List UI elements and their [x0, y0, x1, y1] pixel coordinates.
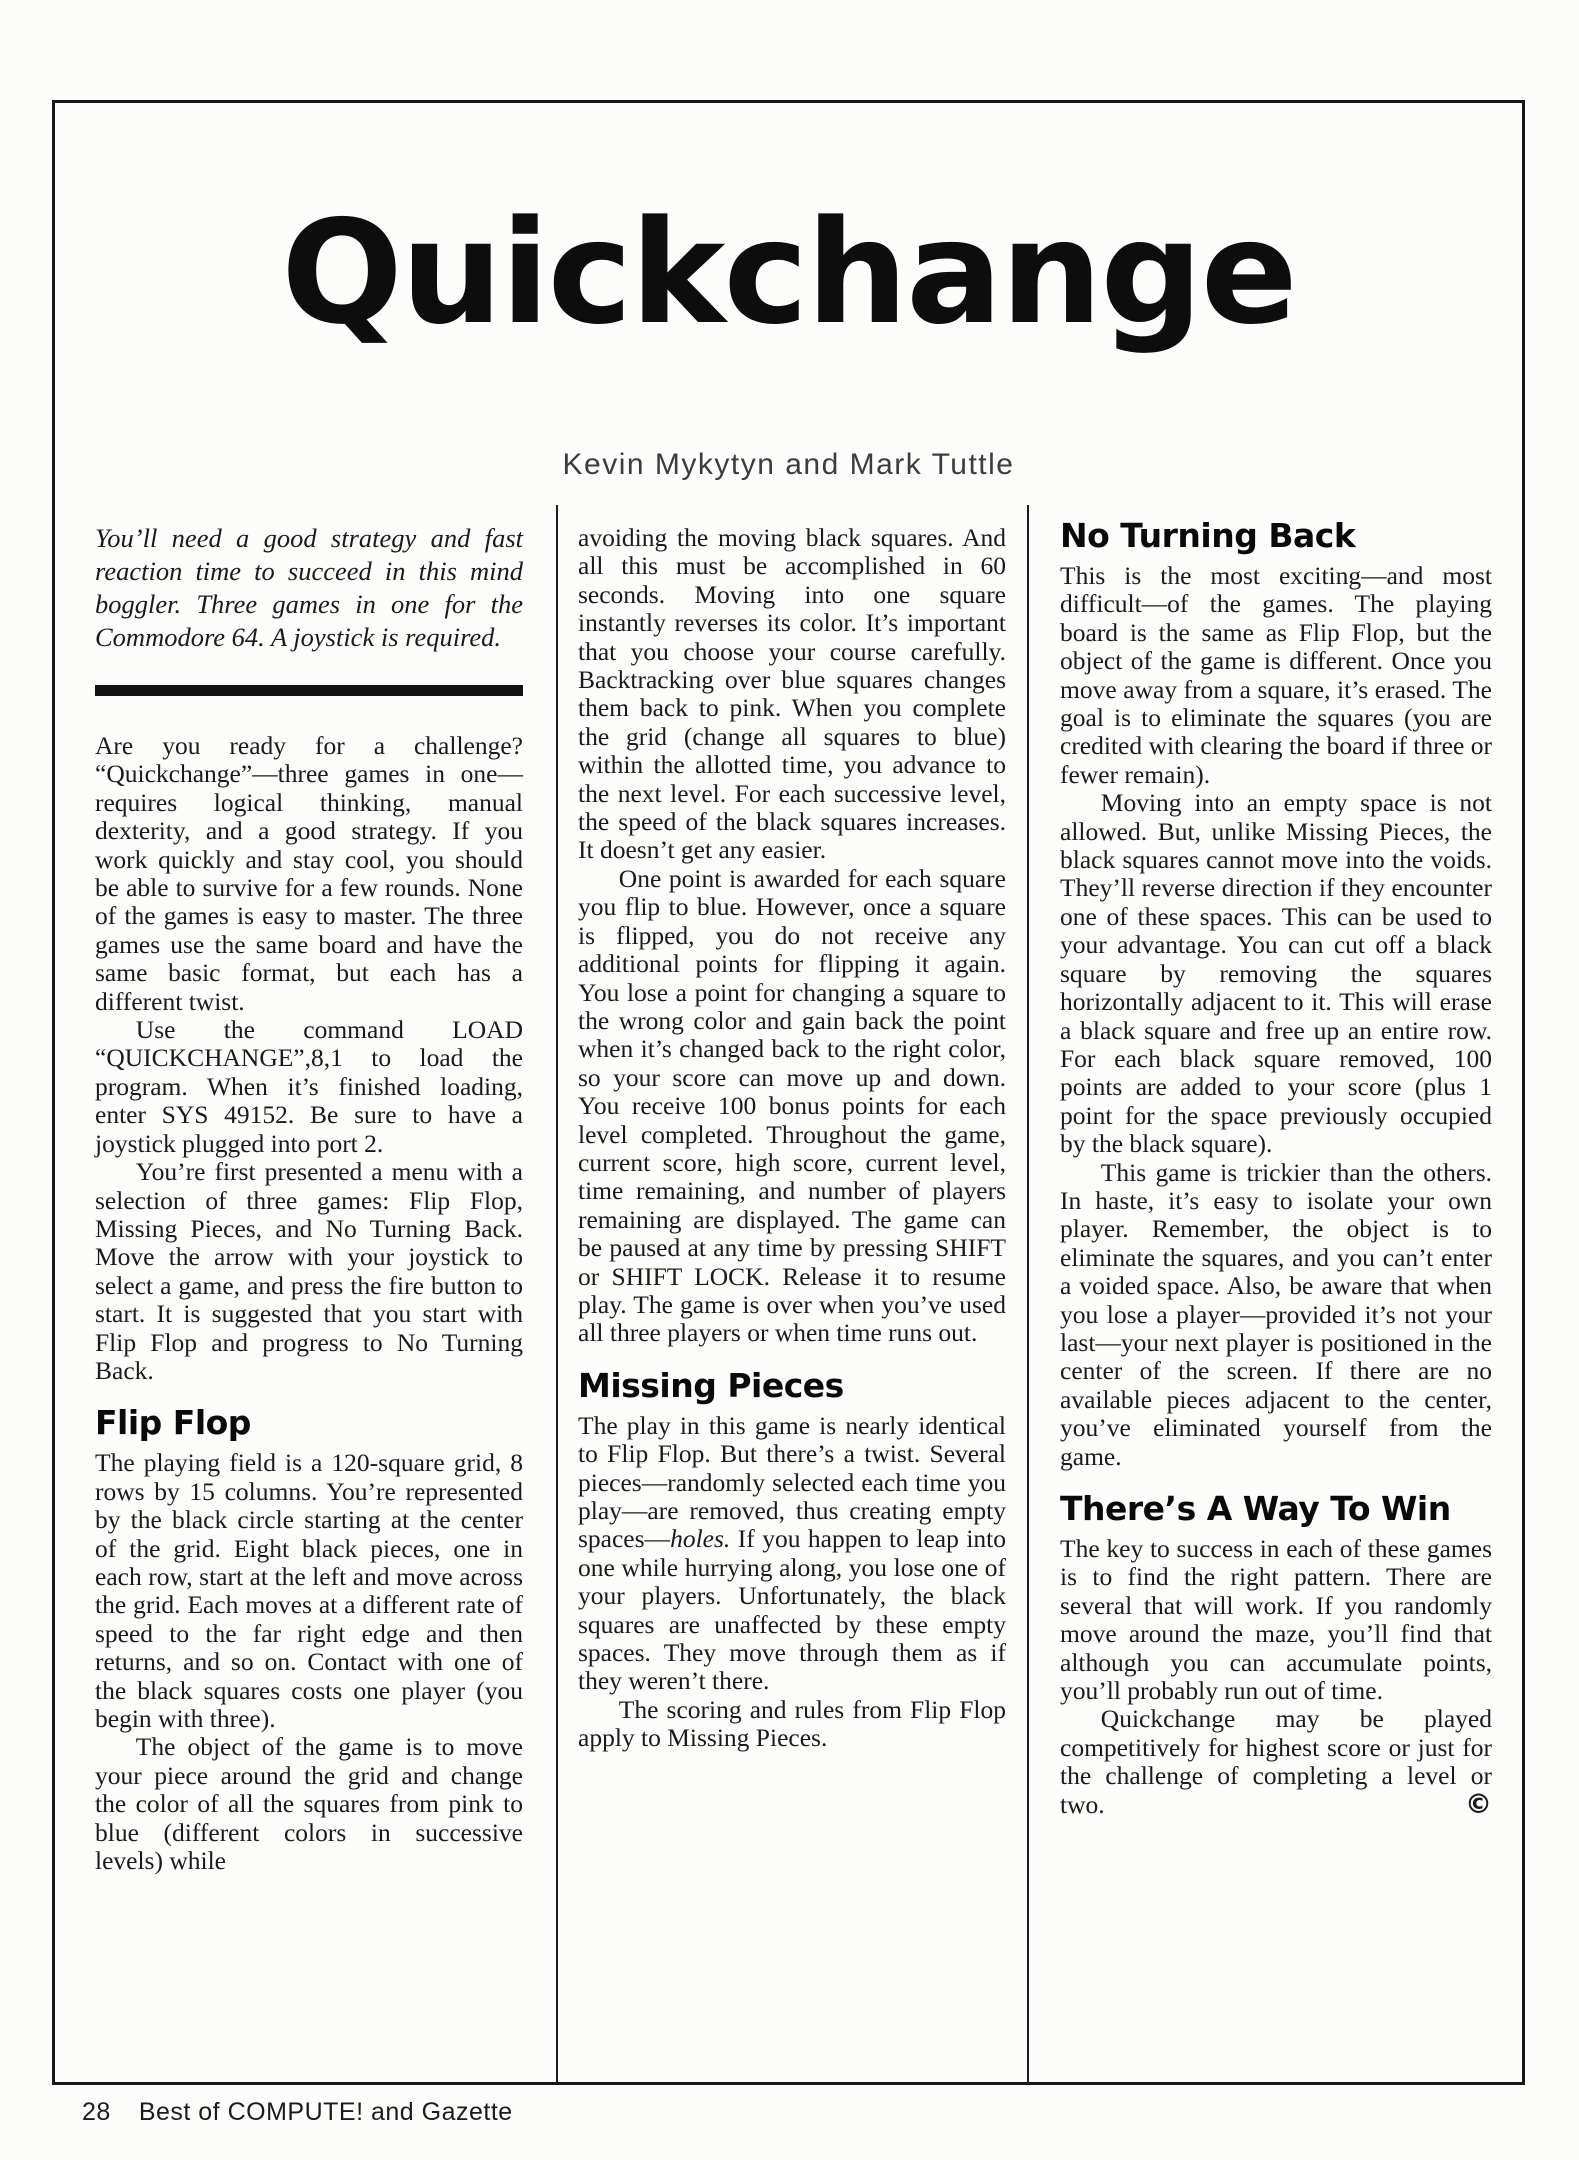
body-paragraph: [578, 1412, 1006, 1696]
publication-name: Best of COMPUTE! and Gazette: [138, 2098, 513, 2126]
column-2: [578, 524, 1006, 1753]
body-paragraph: Use the command LOAD “QUICKCHANGE”,8,1 to load the program. When it’s finished loading, enter SYS 49152. Be sure to have a joystick plugged into port 2.: [95, 1015, 523, 1158]
column-1: [95, 522, 523, 1875]
paragraph-segment: Quickchange may be played competitively for highest score or just for the challenge of completing a level or two.: [1060, 1704, 1492, 1819]
body-paragraph: The playing field is a 120-square grid, 8 rows by 15 columns. You’re represented by the black circle starting at the center of the grid. Eight black pieces, one in each row, start at the left and move across the grid. Each moves at a different rate of speed to the far right edge and then returns, and so on. Contact with one of the black squares costs one player (you begin with three).: [95, 1448, 523, 1733]
paragraph-segment: If you happen to leap into one while hurrying along, you lose one of your players. Unfortunately, the black squares are unaffected by these empty spaces. They move through them as if they weren’t there.: [578, 1524, 1006, 1696]
section-heading-no-turning-back: No Turning Back: [1060, 516, 1356, 555]
end-of-article-mark: ©: [1465, 1788, 1492, 1820]
page-number: 28: [82, 2098, 111, 2126]
intro-rule: [95, 685, 523, 696]
page-footer: [82, 2098, 513, 2127]
section-heading-theres-a-way-to-win: There’s A Way To Win: [1060, 1489, 1451, 1528]
paragraph-segment-italic: holes.: [670, 1524, 731, 1554]
body-paragraph: You’re first presented a menu with a selection of three games: Flip Flop, Missing Pieces, and No Turning Back. Move the arrow with your joystick to select a game, and press the fire button to start. It is suggested that you start with Flip Flop and progress to No Turning Back.: [95, 1157, 523, 1385]
body-paragraph: The object of the game is to move your piece around the grid and change the color of all the squares from pink to blue (different colors in successive levels) while: [95, 1732, 523, 1876]
article-title: Quickchange: [281, 189, 1296, 356]
body-paragraph: The scoring and rules from Flip Flop apply to Missing Pieces.: [578, 1694, 1006, 1753]
body-paragraph: avoiding the moving black squares. And all this must be accomplished in 60 seconds. Moving into one square instantly reverses its color. It’s important that you choose your course carefully. Backtracking over blue squares changes them back to pink. When you complete the grid (change all squares to blue) within the allotted time, you advance to the next level. For each successive level, the speed of the black squares increases. It doesn’t get any easier.: [578, 523, 1006, 865]
body-paragraph: This game is trickier than the others. In haste, it’s easy to isolate your own player. Remember, the object is to eliminate the squares, and you can’t enter a voided space. Also, be aware that when you lose a player—provided it’s not your last—your next player is positioned in the center of the screen. If there are no available pieces adjacent to the center, you’ve eliminated yourself from the game.: [1060, 1157, 1492, 1471]
body-paragraph: One point is awarded for each square you flip to blue. However, once a square is flipped, you do not receive any additional points for flipping it again. You lose a point for changing a square to the wrong color and gain back the point when it’s changed back to the right color, so your score can move up and down. You receive 100 bonus points for each level completed. Throughout the game, current score, high score, current level, time remaining, and number of players remaining are displayed. The game can be paused at any time by pressing SHIFT or SHIFT LOCK. Release it to resume play. The game is over when you’ve used all three players or when time runs out.: [578, 863, 1006, 1348]
body-paragraph: The key to success in each of these games is to find the right pattern. There are several that will work. If you randomly move around the maze, you’ll find that although you can accumulate points, you’ll probably run out of time.: [1060, 1534, 1492, 1706]
column-divider: [1027, 505, 1029, 2083]
paragraph-segment: The play in this game is nearly identical to Flip Flop. But there’s a twist. Several pieces—randomly selected each time you play—are removed, thus creating empty spaces—: [578, 1410, 1006, 1554]
body-paragraph: Are you ready for a challenge? “Quickchange”—three games in one—requires logical thinking, manual dexterity, and a good strategy. If you work quickly and stay cool, you should be able to survive for a few rounds. None of the games is easy to master. The three games use the same board and have the same basic format, but each has a different twist.: [95, 731, 523, 1016]
body-paragraph: [1060, 1705, 1492, 1819]
section-heading-flip-flop: Flip Flop: [95, 1403, 251, 1443]
byline: Kevin Mykytyn and Mark Tuttle: [562, 448, 1015, 481]
body-paragraph: Moving into an empty space is not allowed. But, unlike Missing Pieces, the black squares cannot move into the voids. They’ll reverse direction if they encounter one of these spaces. This can be used to your advantage. You can cut off a black square by removing the squares horizontally adjacent to it. This will erase a black square and free up an entire row. For each black square removed, 100 points are added to your score (plus 1 point for the space previously occupied by the black square).: [1060, 788, 1492, 1159]
body-paragraph: This is the most exciting—and most difficult—of the games. The playing board is the same as Flip Flop, but the object of the game is different. Once you move away from a square, it’s erased. The goal is to eliminate the squares (you are credited with clearing the board if three or fewer remain).: [1060, 561, 1492, 789]
column-divider: [556, 505, 558, 2083]
section-heading-missing-pieces: Missing Pieces: [578, 1365, 844, 1405]
intro-paragraph: You’ll need a good strategy and fast reaction time to succeed in this mind boggler. Three games in one for the Commodore 64. A joystick is required.: [95, 523, 523, 652]
column-3: [1060, 518, 1492, 1819]
